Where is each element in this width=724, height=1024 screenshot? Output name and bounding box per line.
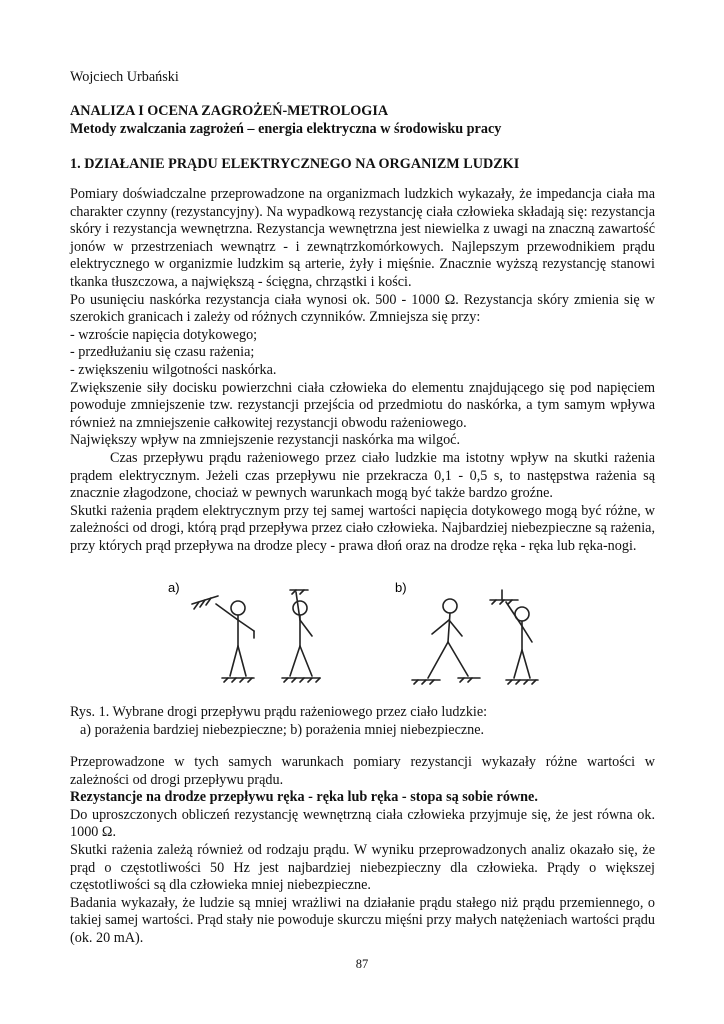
paragraph: Pomiary doświadczalne przeprowadzone na organizmach ludzkich wykazały, że impedancja ciała ma charakter czynny (rezystancyjny). Na wypadkową rezystancję ciała człowieka składają się: rezystancja skóry i rezystancja wewnętrzna. Rezystancja wewnętrzna jest niewielka z uwagi na znaczną zawartość jonów w przestrzeniach wewnątrz - i zewnątrzkomórkowych. Najlepszym przewodnikiem prądu elektrycznego w organizmie ludzkim są arterie, żyły i mięśnie. Znacznie wyższą rezystancję stanowi tkanka tłuszczowa, a największą - ścięgna, chrząstki i kości.	[70, 186, 655, 290]
paragraph: Po usunięciu naskórka rezystancja ciała wynosi ok. 500 - 1000 Ω. Rezystancja skóry zmienia się w szerokich granicach i zależy od różnych czynników. Zmniejsza się przy:	[70, 291, 655, 326]
paragraph-bold: Rezystancje na drodze przepływu ręka - ręka lub ręka - stopa są sobie równe.	[70, 789, 538, 806]
figure-b-person-1	[412, 599, 480, 684]
paragraph: Do uproszczonych obliczeń rezystancję wewnętrzną ciała człowieka przyjmuje się, że jest równa ok. 1000 Ω.	[70, 806, 655, 841]
body-text-1	[70, 186, 655, 555]
list-item: - zwiększeniu wilgotności naskórka.	[70, 361, 277, 378]
figure-a-person-2	[282, 590, 320, 682]
paragraph: Zwiększenie siły docisku powierzchni ciała człowieka do elementu znajdującego się pod napięciem powoduje zmniejszenie tzw. rezystancji przejścia od przedmiotu do naskórka, a tym samym wpływa również na zmniejszenie całkowitej rezystancji obwodu rażeniowego.	[70, 379, 655, 431]
paragraph: Skutki rażenia zależą również od rodzaju prądu. W wyniku przeprowadzonych analiz okazało się, że prąd o częstotliwości 50 Hz jest najbardziej niebezpieczny dla człowieka. Prądy o większej częstotliwości są dla człowieka mniej niebezpieczne.	[70, 841, 655, 894]
paragraph: Skutki rażenia prądem elektrycznym przy tej samej wartości napięcia dotykowego mogą być różne, w zależności od drogi, którą prąd przepływa przez ciało człowieka. Najbardziej niebezpieczne są rażenia, przy których prąd przepływa na drodze plecy - prawa dłoń oraz na drodze ręka - ręka lub ręka-nogi.	[70, 502, 655, 554]
figure-caption	[70, 704, 655, 739]
figure-illustration	[150, 576, 570, 696]
list-item: - przedłużaniu się czasu rażenia;	[70, 344, 255, 361]
figure-label-a: a)	[168, 580, 180, 595]
paragraph: Badania wykazały, że ludzie są mniej wrażliwi na działanie prądu stałego niż prądu przemiennego, o takiej samej wartości. Prąd stały nie powoduje skurczu mięśni przy małych natężeniach wartości prądu (ok. 20 mA).	[70, 894, 655, 946]
caption-line: Rys. 1. Wybrane drogi przepływu prądu rażeniowego przez ciało ludzkie:	[70, 704, 488, 720]
caption-line: a) porażenia bardziej niebezpieczne; b) porażenia mniej niebezpieczne.	[80, 721, 485, 738]
body-text-2	[70, 754, 655, 948]
author-name: Wojciech Urbański	[70, 69, 179, 85]
paragraph: Czas przepływu prądu rażeniowego przez ciało ludzkie ma istotny wpływ na skutki rażenia prądem elektrycznym. Jeżeli czas przepływu nie przekracza 0,1 - 0,5 s, to następstwa rażenia są znacznie złagodzone, chociaż w pewnych warunkach mogą być także bardzo groźne.	[70, 449, 655, 502]
section-heading: 1. DZIAŁANIE PRĄDU ELEKTRYCZNEGO NA ORGANIZM LUDZKI	[70, 156, 520, 172]
paragraph: Przeprowadzone w tych samych warunkach pomiary rezystancji wykazały różne wartości w zależności od drogi przepływu prądu.	[70, 754, 655, 788]
list-item: - wzroście napięcia dotykowego;	[70, 326, 258, 343]
paragraph: Największy wpływ na zmniejszenie rezystancji naskórka ma wilgoć.	[70, 432, 461, 449]
figure-a-person-1	[192, 596, 254, 682]
document-subtitle: Metody zwalczania zagrożeń – energia elektryczna w środowisku pracy	[70, 121, 502, 137]
document-title: ANALIZA I OCENA ZAGROŻEŃ-METROLOGIA	[70, 103, 389, 119]
page-number: 87	[355, 957, 369, 971]
figure-b-person-2	[490, 590, 538, 684]
figure-label-b: b)	[395, 580, 407, 595]
figure-current-paths	[150, 576, 570, 696]
